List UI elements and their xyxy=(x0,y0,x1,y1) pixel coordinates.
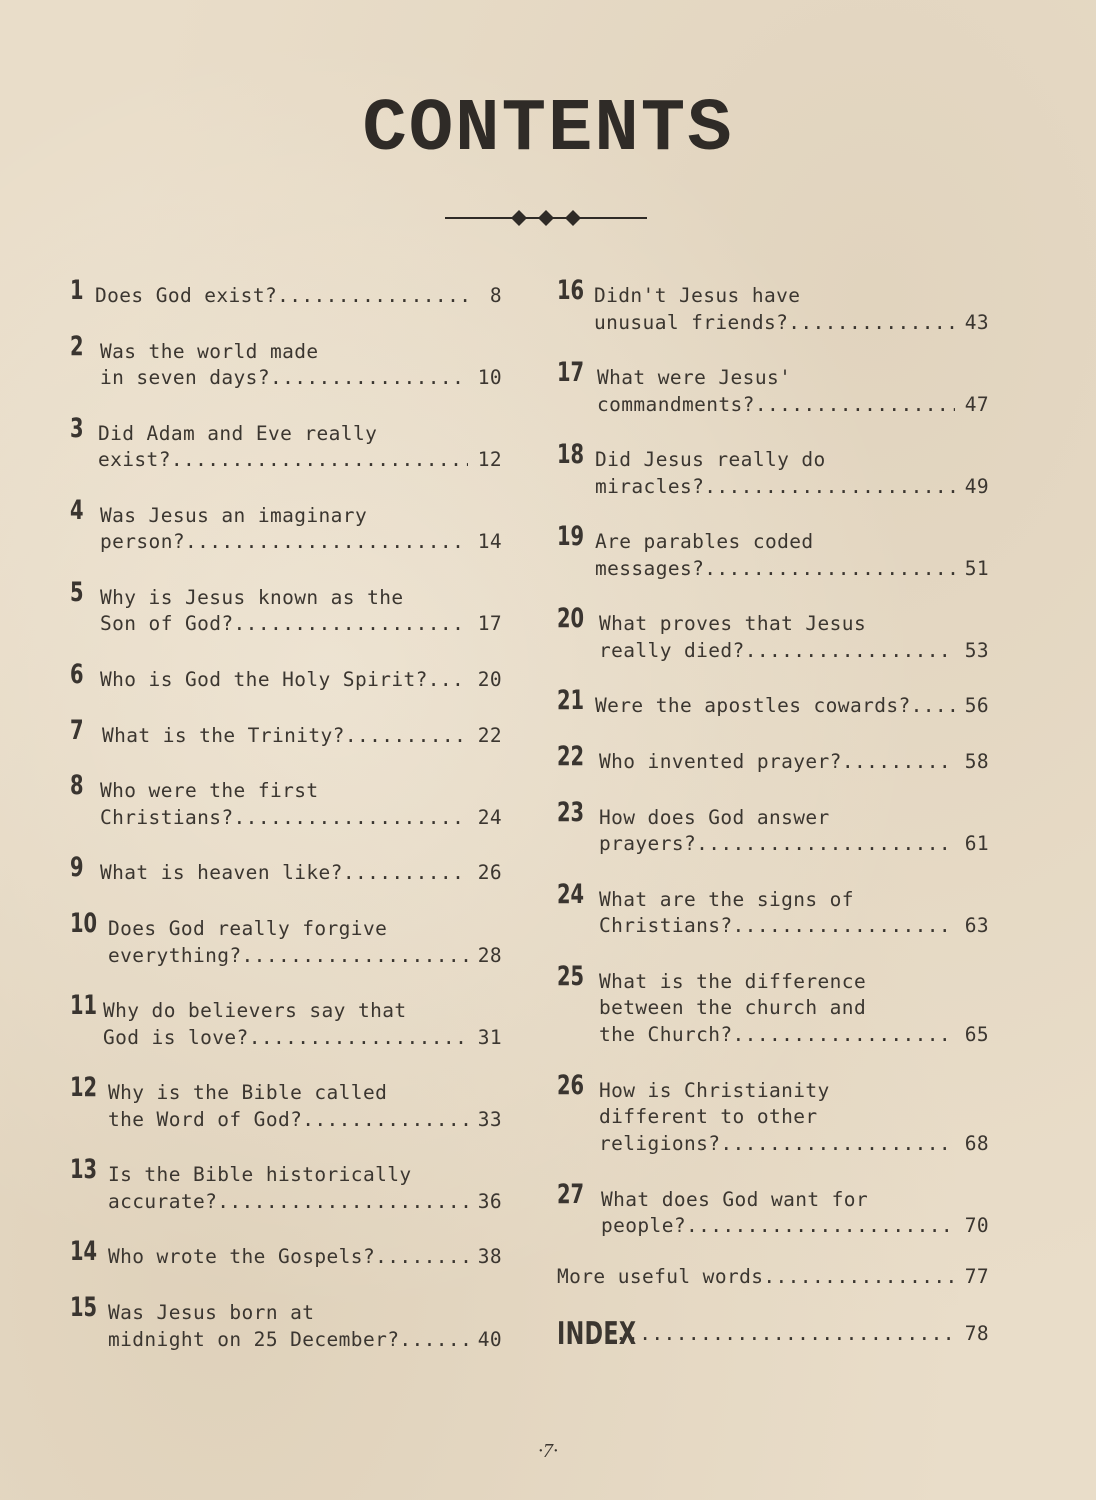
dot-leader xyxy=(270,365,468,392)
toc-entry-title-line: Christians? xyxy=(100,805,234,829)
toc-entry-page: 53 xyxy=(964,638,989,662)
index-entry[interactable] xyxy=(557,1318,989,1350)
dot-leader xyxy=(686,1213,955,1240)
toc-entry-title xyxy=(599,805,989,858)
toc-entry-number: 3 xyxy=(70,412,84,444)
toc-entry-page: 68 xyxy=(964,1131,989,1155)
toc-entry-number: 16 xyxy=(557,275,585,306)
dot-leader xyxy=(277,283,468,310)
dot-leader xyxy=(399,1327,468,1354)
toc-entry-title-line: Christians? xyxy=(599,914,733,938)
toc-entry-number: 8 xyxy=(70,770,84,802)
toc-entry-title xyxy=(108,1244,502,1271)
toc-entry-number: 24 xyxy=(557,878,585,910)
toc-entry-title-line: Who is God the Holy Spirit? xyxy=(100,667,428,691)
dot-leader xyxy=(745,638,955,665)
toc-entry-title-line: religions? xyxy=(599,1131,721,1155)
dot-leader xyxy=(345,723,468,750)
toc-entry-title xyxy=(100,667,502,694)
toc-entry-title xyxy=(599,749,989,776)
toc-entry-number: 5 xyxy=(70,576,84,608)
dot-leader xyxy=(242,943,468,970)
toc-entry-page: 61 xyxy=(964,832,989,856)
toc-entry-page: 26 xyxy=(477,861,502,885)
toc-entry-page: 58 xyxy=(964,749,989,773)
more-useful-words-label: More useful words xyxy=(557,1265,764,1288)
toc-entry-page: 33 xyxy=(477,1107,502,1131)
toc-entry-page: 12 xyxy=(477,448,502,472)
dot-leader xyxy=(788,310,955,337)
toc-entry-title-line: Is the Bible historically xyxy=(108,1163,412,1187)
page-number: ·7· xyxy=(538,1440,558,1462)
toc-entry-title-line: messages? xyxy=(595,556,705,580)
toc-entry-title-line: the Word of God? xyxy=(108,1107,303,1131)
toc-entry-title-line: Why is Jesus known as the xyxy=(100,585,404,609)
toc-entry-page: 24 xyxy=(477,805,502,829)
toc-entry-number: 23 xyxy=(557,796,585,828)
toc-entry-title xyxy=(597,365,989,418)
dot-leader xyxy=(704,556,955,583)
toc-entry-title xyxy=(599,611,989,664)
toc-entry-title-line: different to other xyxy=(599,1105,818,1129)
toc-entry-title-line: God is love? xyxy=(103,1025,249,1049)
toc-entry-page: 8 xyxy=(489,284,502,307)
toc-entry-title-line: between the church and xyxy=(599,996,867,1020)
toc-entry-title xyxy=(100,585,502,638)
toc-entry-number: 25 xyxy=(557,960,585,992)
dot-leader xyxy=(911,693,955,720)
toc-entry-number: 20 xyxy=(557,603,585,634)
toc-entry-title-line: How is Christianity xyxy=(599,1078,830,1102)
dot-leader xyxy=(615,1321,955,1348)
dot-leader xyxy=(302,1107,468,1134)
toc-entry-title-line: Did Jesus really do xyxy=(595,448,826,471)
toc-entry-title-line: Does God exist? xyxy=(95,284,278,307)
toc-entry-number: 6 xyxy=(70,658,84,690)
toc-entry-title-line: Was Jesus an imaginary xyxy=(100,503,368,527)
toc-entry-number: 26 xyxy=(557,1069,585,1101)
toc-entry-number: 18 xyxy=(557,439,585,470)
toc-entry-title xyxy=(601,1187,989,1240)
toc-entry-title xyxy=(599,969,989,1049)
toc-entry-title-line: Who invented prayer? xyxy=(599,749,842,773)
toc-entry-number: 27 xyxy=(557,1178,585,1210)
toc-entry-title xyxy=(108,1080,502,1133)
toc-entry-title-line: Son of God? xyxy=(100,612,234,636)
toc-entry-title-line: people? xyxy=(601,1214,686,1238)
more-useful-words-page: 77 xyxy=(964,1265,989,1288)
toc-entry-number: 2 xyxy=(70,330,84,362)
dot-leader xyxy=(704,474,955,501)
toc-entry-number: 9 xyxy=(70,852,84,884)
toc-entry-title-line: unusual friends? xyxy=(594,310,789,334)
toc-entry-page: 28 xyxy=(477,943,502,967)
toc-entry-page: 65 xyxy=(964,1022,989,1046)
toc-entry-page: 31 xyxy=(477,1025,502,1049)
toc-entry-title xyxy=(108,1300,502,1353)
dot-leader xyxy=(234,805,468,832)
toc-entry-page: 49 xyxy=(964,474,989,498)
toc-entry-title-line: What proves that Jesus xyxy=(599,612,867,635)
toc-entry-title xyxy=(100,778,502,831)
toc-entry-number: 4 xyxy=(70,494,84,526)
toc-entry-title-line: exist? xyxy=(98,448,171,472)
index-page: 78 xyxy=(964,1321,989,1345)
dot-leader xyxy=(755,392,955,419)
toc-entry-title-line: What is the Trinity? xyxy=(102,723,345,747)
toc-entry-title-line: miracles? xyxy=(595,474,705,498)
toc-entry-page: 36 xyxy=(477,1189,502,1213)
toc-entry-title-line: midnight on 25 December? xyxy=(108,1327,400,1351)
toc-entry-title-line: Were the apostles cowards? xyxy=(595,694,911,717)
toc-entry-title-line: What is heaven like? xyxy=(100,861,343,885)
toc-entry-title-line: accurate? xyxy=(108,1189,218,1213)
toc-entry-title-line: Are parables coded xyxy=(595,530,814,553)
more-useful-words-entry[interactable] xyxy=(557,1264,989,1291)
toc-entry-page: 43 xyxy=(964,310,989,334)
toc-entry-title xyxy=(108,916,502,969)
toc-entry-number: 14 xyxy=(70,1236,98,1268)
toc-entry-number: 17 xyxy=(557,357,585,388)
toc-entry-page: 22 xyxy=(477,723,502,747)
toc-entry-title-line: in seven days? xyxy=(100,366,270,390)
toc-entry-number: 12 xyxy=(70,1072,98,1104)
dot-leader xyxy=(171,447,468,474)
toc-entry-title-line: Who were the first xyxy=(100,779,319,803)
toc-entry-title-line: What are the signs of xyxy=(599,887,854,911)
toc-entry-title-line: prayers? xyxy=(599,832,697,856)
dot-leader xyxy=(428,667,468,694)
toc-entry-title-line: Was the world made xyxy=(100,339,319,363)
toc-entry-page: 63 xyxy=(964,914,989,938)
toc-entry-page: 51 xyxy=(964,556,989,580)
toc-entry-page: 56 xyxy=(964,694,989,717)
toc-entry-title-line: What does God want for xyxy=(601,1187,869,1211)
toc-entry-page: 38 xyxy=(477,1245,502,1269)
toc-entry-title-line: Was Jesus born at xyxy=(108,1301,315,1324)
toc-entry-title xyxy=(100,503,502,556)
toc-entry-number: 1 xyxy=(70,275,84,306)
toc-entry-title xyxy=(100,860,502,887)
toc-entry-title xyxy=(98,421,502,474)
toc-entry-title-line: Didn't Jesus have xyxy=(594,284,801,307)
toc-entry-number: 10 xyxy=(70,908,98,940)
dot-leader xyxy=(720,1131,955,1158)
dot-leader xyxy=(234,611,468,638)
dot-leader xyxy=(249,1025,468,1052)
toc-entry-page: 10 xyxy=(477,366,502,390)
toc-entry-title-line: Why is the Bible called xyxy=(108,1081,388,1105)
toc-entry-title xyxy=(594,283,989,336)
toc-entry-title xyxy=(95,283,502,310)
dot-leader xyxy=(763,1264,955,1291)
toc-entry-title xyxy=(599,887,989,940)
dot-leader xyxy=(733,1022,955,1049)
page-number-value: 7 xyxy=(543,1440,553,1462)
dot-leader xyxy=(733,913,955,940)
toc-entry-title xyxy=(595,529,989,582)
toc-entry-title xyxy=(599,1078,989,1158)
toc-entry-title xyxy=(103,998,502,1051)
toc-entry-title-line: really died? xyxy=(599,638,745,662)
dot-leader xyxy=(343,860,468,887)
toc-entry-title-line: commandments? xyxy=(597,392,755,416)
dot-leader xyxy=(842,749,955,776)
toc-entry-title-line: everything? xyxy=(108,943,242,967)
toc-entry-title-line: Why do believers say that xyxy=(103,999,407,1023)
toc-entry-number: 7 xyxy=(70,714,84,746)
toc-entry-title-line: the Church? xyxy=(599,1022,733,1046)
toc-entry-page: 17 xyxy=(477,612,502,636)
toc-entry-page: 20 xyxy=(477,667,502,691)
index-label: INDEX xyxy=(557,1316,637,1352)
toc-entry-number: 19 xyxy=(557,521,585,552)
toc-entry-title-line: Who wrote the Gospels? xyxy=(108,1245,376,1269)
toc-entry-title xyxy=(595,447,989,500)
dot-leader xyxy=(696,831,955,858)
toc-entry-title xyxy=(100,339,502,392)
toc-entry-page: 70 xyxy=(964,1214,989,1238)
toc-entry-title-line: What were Jesus' xyxy=(597,366,792,389)
toc-entry-title-line: What is the difference xyxy=(599,969,867,993)
dot-leader xyxy=(217,1189,468,1216)
toc-entry-page: 14 xyxy=(477,530,502,554)
toc-entry-title xyxy=(595,693,989,720)
toc-entry-number: 11 xyxy=(70,990,98,1022)
toc-entry-page: 40 xyxy=(477,1327,502,1351)
toc-entry-number: 22 xyxy=(557,740,585,772)
dot-leader xyxy=(375,1244,468,1271)
toc-entry-title xyxy=(102,723,502,750)
toc-entry-number: 15 xyxy=(70,1292,98,1323)
toc-entry-page: 47 xyxy=(964,392,989,416)
ornament-divider xyxy=(445,206,647,230)
toc-entry-number: 13 xyxy=(70,1154,98,1186)
toc-entry-title-line: How does God answer xyxy=(599,805,830,829)
toc-entry-title-line: person? xyxy=(100,530,185,554)
toc-entry-title-line: Does God really forgive xyxy=(108,917,388,941)
page-title: CONTENTS xyxy=(362,88,734,172)
toc-entry-title-line: Did Adam and Eve really xyxy=(98,421,378,445)
dot-leader xyxy=(185,529,468,556)
toc-entry-number: 21 xyxy=(557,685,585,716)
toc-entry-title xyxy=(108,1162,502,1215)
